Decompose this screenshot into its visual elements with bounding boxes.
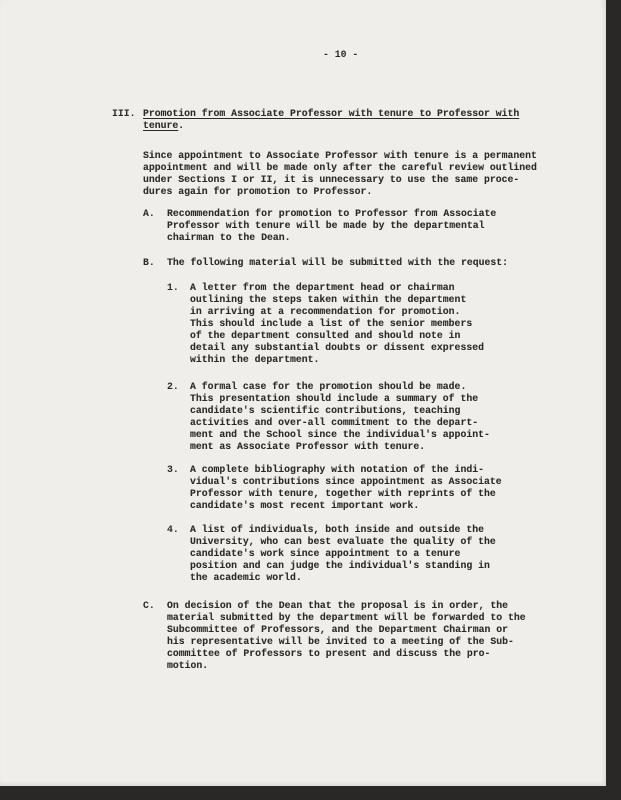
section-numeral: III. xyxy=(112,108,136,119)
text-line: A complete bibliography with notation of the indi- xyxy=(190,464,484,475)
text-line: A formal case for the promotion should be made. xyxy=(190,381,467,392)
text-line: This should include a list of the senior members xyxy=(190,318,473,329)
item-marker: C. xyxy=(143,600,155,611)
text-line: material submitted by the department will be forwarded to the xyxy=(167,612,526,623)
text-line: within the department. xyxy=(190,354,320,365)
item-text xyxy=(167,208,496,244)
section-title-period: . xyxy=(178,120,185,131)
text-line: detail any substantial doubts or dissent expressed xyxy=(190,342,484,353)
text-line: Since appointment to Associate Professor with tenure is a permanent xyxy=(143,150,537,161)
text-line: appointment and will be made only after the careful review outlined xyxy=(143,162,537,173)
subitem-marker: 1. xyxy=(167,282,179,293)
section-title-line: tenure xyxy=(143,120,179,131)
text-line: The following material will be submitted with the request: xyxy=(167,257,508,268)
text-line: of the department consulted and should note in xyxy=(190,330,461,341)
text-line: motion. xyxy=(167,660,209,671)
subitem-marker: 4. xyxy=(167,524,179,535)
text-line: vidual's contributions since appointment as Associate xyxy=(190,476,502,487)
text-line: This presentation should include a summary of the xyxy=(190,393,479,404)
item-text xyxy=(167,600,526,672)
intro-paragraph xyxy=(143,150,537,198)
text-line: candidate's work since appointment to a tenure xyxy=(190,548,461,559)
text-line: Professor with tenure, together with reprints of the xyxy=(190,488,496,499)
text-line: candidate's most recent important work. xyxy=(190,500,420,511)
text-line: dures again for promotion to Professor. xyxy=(143,186,373,197)
item-text xyxy=(167,257,508,269)
text-line: University, who can best evaluate the quality of the xyxy=(190,536,496,547)
text-line: the academic world. xyxy=(190,572,302,583)
text-line: outlining the steps taken within the department xyxy=(190,294,467,305)
subitem-marker: 3. xyxy=(167,464,179,475)
text-line: ment as Associate Professor with tenure. xyxy=(190,441,426,452)
subitem-text xyxy=(190,381,490,453)
subitem-marker: 2. xyxy=(167,381,179,392)
subitem-text xyxy=(190,524,496,584)
item-marker: B. xyxy=(143,257,155,268)
text-line: position and can judge the individual's standing in xyxy=(190,560,490,571)
text-line: committee of Professors to present and discuss the pro- xyxy=(167,648,491,659)
item-marker: A. xyxy=(143,208,155,219)
text-line: activities and over-all commitment to the depart- xyxy=(190,417,479,428)
page-number: - 10 - xyxy=(323,49,359,60)
subitem-text xyxy=(190,282,484,366)
text-line: ment and the School since the individual's appoint- xyxy=(190,429,490,440)
text-line: chairman to the Dean. xyxy=(167,232,291,243)
text-line: On decision of the Dean that the proposal is in order, the xyxy=(167,600,508,611)
text-line: candidate's scientific contributions, teaching xyxy=(190,405,461,416)
text-line: Recommendation for promotion to Professor from Associate xyxy=(167,208,497,219)
text-line: Subcommittee of Professors, and the Department Chairman or xyxy=(167,624,508,635)
section-title xyxy=(143,108,519,132)
text-line: A letter from the department head or chairman xyxy=(190,282,455,293)
subitem-text xyxy=(190,464,502,512)
text-line: in arriving at a recommendation for promotion. xyxy=(190,306,461,317)
text-line: Professor with tenure will be made by the departmental xyxy=(167,220,485,231)
text-line: his representative will be invited to a meeting of the Sub- xyxy=(167,636,514,647)
text-line: under Sections I or II, it is unnecessary to use the same proce- xyxy=(143,174,520,185)
section-title-line: Promotion from Associate Professor with tenure to Professor with xyxy=(143,108,520,119)
text-line: A list of individuals, both inside and outside the xyxy=(190,524,484,535)
